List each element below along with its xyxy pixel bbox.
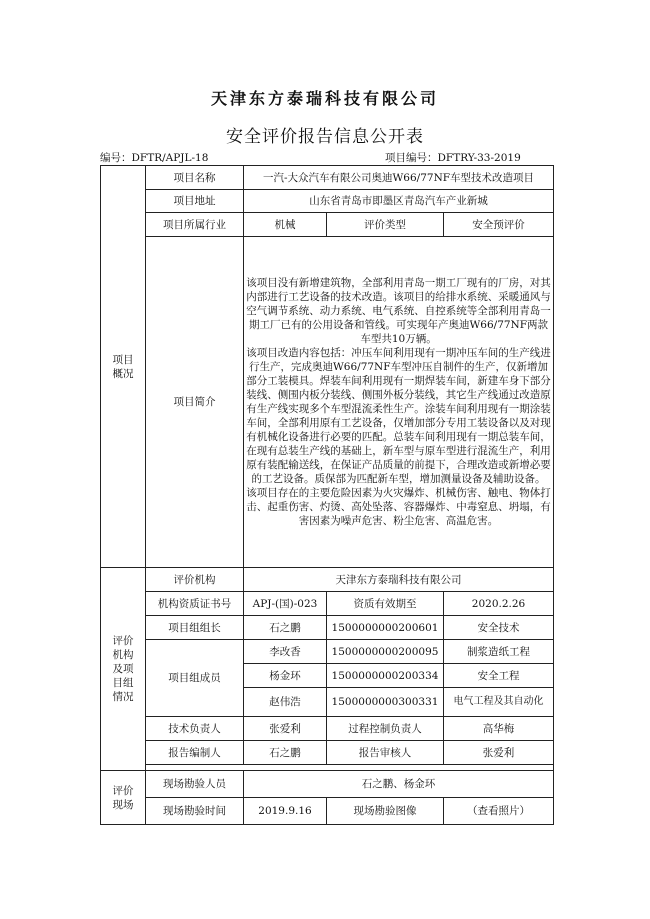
intro-paragraph: 该项目改造内容包括：冲压车间利用现有一期冲压车间的生产线进行生产，完成奥迪W66/77NF车型冲压自制件的生产，仅新增加部分工装模具。焊装车间利用现有一期焊装车间，新建车身下部分装线、侧围内板分装线、侧围外板分装线，其它生产线通过改造原有生产线实现多个车型混流柔性生产。涂装车间利用现有一期涂装车间，全部利用原有工艺设备，仅增加部分专用工装设备以及对现有机械化设备进行必要的匹配。总装车间利用现有一期总装车间，在现有总装生产线的基础上，新车型与原车型进行混流生产，利用原有装配输送线，在保证产品质量的前提下，合理改造或新增必要的工艺设备。质保部为匹配新车型，增加测量设备及辅助设备。 — [246, 347, 551, 485]
site-time-value: 2019.9.16 — [244, 798, 327, 825]
number-row — [100, 150, 553, 164]
member-cert: 1500000000300331 — [327, 688, 444, 717]
member-name: 杨金环 — [244, 664, 327, 688]
process-lead-label: 过程控制负责人 — [327, 717, 444, 741]
leader-field: 安全技术 — [444, 616, 554, 640]
members-label: 项目组成员 — [146, 640, 244, 717]
doc-number: 编号：DFTR/APJL-18 — [100, 152, 209, 164]
leader-label: 项目组组长 — [146, 616, 244, 640]
project-intro-label: 项目简介 — [146, 237, 244, 568]
leader-cert: 1500000000200601 — [327, 616, 444, 640]
project-number: 项目编号：DFTRY-33-2019 — [385, 152, 521, 164]
site-time-label: 现场勘验时间 — [146, 798, 244, 825]
cert-value: APJ-(国)-023 — [244, 592, 327, 616]
author-label: 报告编制人 — [146, 741, 244, 765]
overview-section-label: 项目概况 — [101, 166, 146, 568]
member-name: 赵伟浩 — [244, 688, 327, 717]
member-field: 制浆造纸工程 — [444, 640, 554, 664]
intro-paragraph: 该项目没有新增建筑物，全部利用青岛一期工厂现有的厂房，对其内部进行工艺设备的技术改造。该项目的给排水系统、采暖通风与空气调节系统、动力系统、电气系统、自控系统等全部利用青岛一期工厂已有的公用设备和管线。可实现年产奥迪W66/77NF两款车型共10万辆。 — [246, 277, 551, 345]
leader-name: 石之鹏 — [244, 616, 327, 640]
site-staff-value: 石之鹏、杨金环 — [244, 771, 554, 798]
document-title: 安全评价报告信息公开表 — [226, 127, 424, 147]
agency-label: 评价机构 — [146, 568, 244, 592]
project-address-label: 项目地址 — [146, 190, 244, 213]
tech-lead-label: 技术负责人 — [146, 717, 244, 741]
validity-label: 资质有效期至 — [327, 592, 444, 616]
view-photos-link[interactable]: （查看照片） — [444, 798, 554, 825]
member-name: 李改香 — [244, 640, 327, 664]
site-images-label: 现场勘验图像 — [327, 798, 444, 825]
project-intro-text — [244, 237, 554, 568]
cert-label: 机构资质证书号 — [146, 592, 244, 616]
process-lead-value: 高华梅 — [444, 717, 554, 741]
site-staff-label: 现场勘验人员 — [146, 771, 244, 798]
intro-paragraph: 该项目存在的主要危险因素为火灾爆炸、机械伤害、触电、物体打击、起重伤害、灼烫、高处坠落、容器爆炸、中毒窒息、坍塌，有害因素为噪声危害、粉尘危害、高温危害。 — [246, 487, 551, 527]
validity-value: 2020.2.26 — [444, 592, 554, 616]
eval-type-label: 评价类型 — [327, 213, 444, 237]
report-table — [100, 165, 554, 825]
project-name-label: 项目名称 — [146, 166, 244, 190]
project-address-value: 山东省青岛市即墨区青岛汽车产业新城 — [244, 190, 554, 213]
member-field: 安全工程 — [444, 664, 554, 688]
tech-lead-value: 张爱利 — [244, 717, 327, 741]
eval-type-value: 安全预评价 — [444, 213, 554, 237]
member-field: 电气工程及其自动化 — [444, 688, 554, 717]
industry-label: 项目所属行业 — [146, 213, 244, 237]
agency-section-label: 评价机构及项目组情况 — [101, 568, 146, 771]
project-name-value: 一汽-大众汽车有限公司奥迪W66/77NF车型技术改造项目 — [244, 166, 554, 190]
industry-value: 机械 — [244, 213, 327, 237]
agency-value: 天津东方泰瑞科技有限公司 — [244, 568, 554, 592]
author-value: 石之鹏 — [244, 741, 327, 765]
company-name: 天津东方泰瑞科技有限公司 — [210, 89, 439, 108]
reviewer-label: 报告审核人 — [327, 741, 444, 765]
site-section-label: 评价现场 — [101, 771, 146, 825]
reviewer-value: 张爱利 — [444, 741, 554, 765]
member-cert: 1500000000200334 — [327, 664, 444, 688]
member-cert: 1500000000200095 — [327, 640, 444, 664]
